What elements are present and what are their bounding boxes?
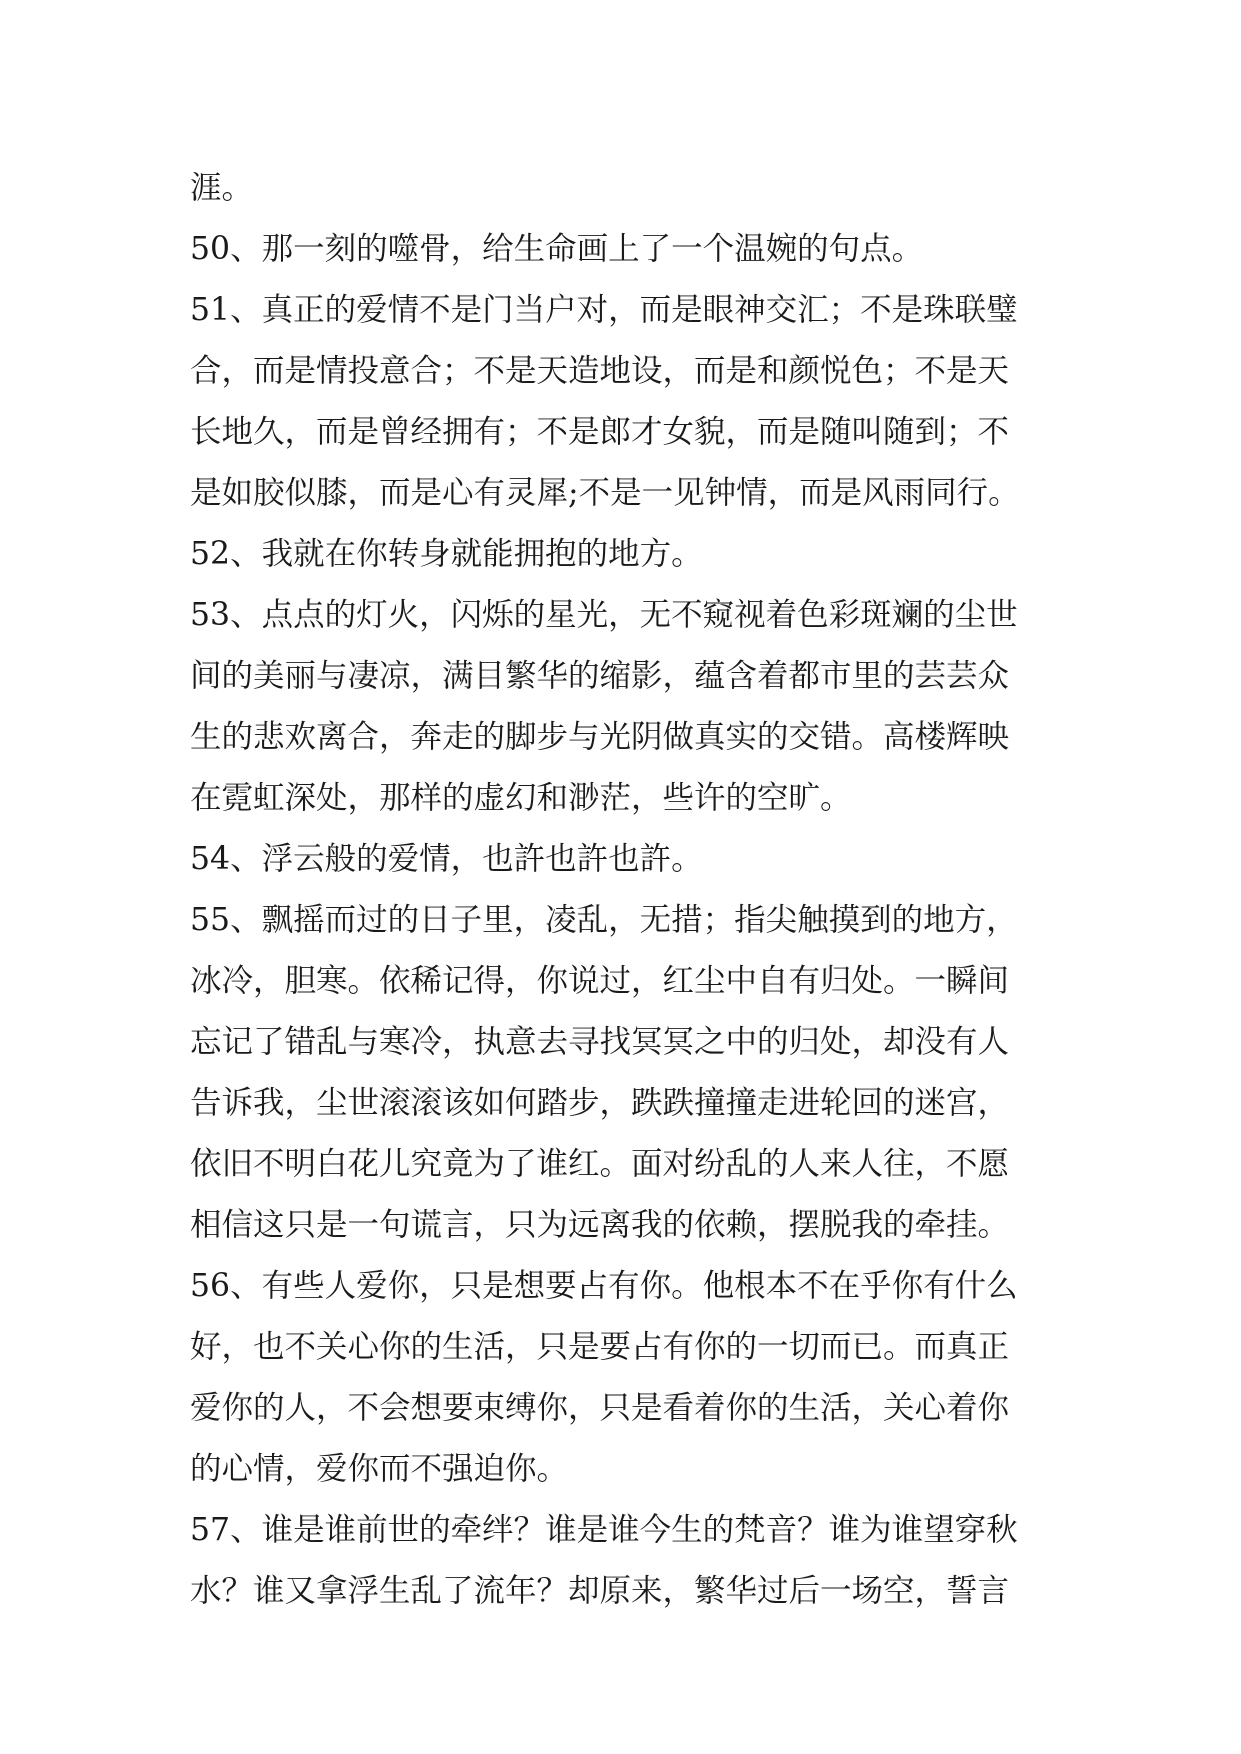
text-line: 长地久，而是曾经拥有；不是郎才女貌，而是随叫随到；不 [190,414,1010,450]
text-line: 好，也不关心你的生活，只是要占有你的一切而已。而真正 [190,1329,1010,1365]
text-line: 53、点点的灯火，闪烁的星光，无不窥视着色彩斑斓的尘世 [190,597,1018,633]
text-line: 爱你的人，不会想要束缚你，只是看着你的生活，关心着你 [190,1390,1010,1426]
text-line: 50、那一刻的噬骨，给生命画上了一个温婉的句点。 [190,231,924,267]
text-line: 间的美丽与凄凉，满目繁华的缩影，蕴含着都市里的芸芸众 [190,658,1010,694]
text-line: 水？谁又拿浮生乱了流年？却原来，繁华过后一场空，誓言 [190,1573,1010,1609]
text-line: 告诉我，尘世滚滚该如何踏步，跌跌撞撞走进轮回的迷宫， [190,1085,1010,1121]
text-line: 57、谁是谁前世的牵绊？谁是谁今生的梵音？谁为谁望穿秋 [190,1512,1018,1548]
body-text [190,158,1070,1622]
text-line: 56、有些人爱你，只是想要占有你。他根本不在乎你有什么 [190,1268,1018,1304]
text-line: 涯。 [190,170,254,206]
text-line: 的心情，爱你而不强迫你。 [190,1451,569,1487]
text-line: 相信这只是一句谎言，只为远离我的依赖，摆脱我的牵挂。 [190,1207,1010,1243]
text-line: 忘记了错乱与寒冷，执意去寻找冥冥之中的归处，却没有人 [190,1024,1010,1060]
text-line: 是如胶似膝，而是心有灵犀;不是一见钟情，而是风雨同行。 [190,475,1020,511]
text-line: 合，而是情投意合；不是天造地设，而是和颜悦色；不是天 [190,353,1010,389]
text-line: 51、真正的爱情不是门当户对，而是眼神交汇；不是珠联璧 [190,292,1018,328]
text-line: 冰冷，胆寒。依稀记得，你说过，红尘中自有归处。一瞬间 [190,963,1010,999]
text-line: 54、浮云般的爱情，也許也許也許。 [190,841,703,877]
text-line: 55、飘摇而过的日子里，凌乱，无措；指尖触摸到的地方， [190,902,1018,938]
text-line: 生的悲欢离合，奔走的脚步与光阴做真实的交错。高楼辉映 [190,719,1010,755]
text-line: 在霓虹深处，那样的虚幻和渺茫，些许的空旷。 [190,780,852,816]
text-line: 52、我就在你转身就能拥抱的地方。 [190,536,703,572]
text-line: 依旧不明白花儿究竟为了谁红。面对纷乱的人来人往，不愿 [190,1146,1010,1182]
